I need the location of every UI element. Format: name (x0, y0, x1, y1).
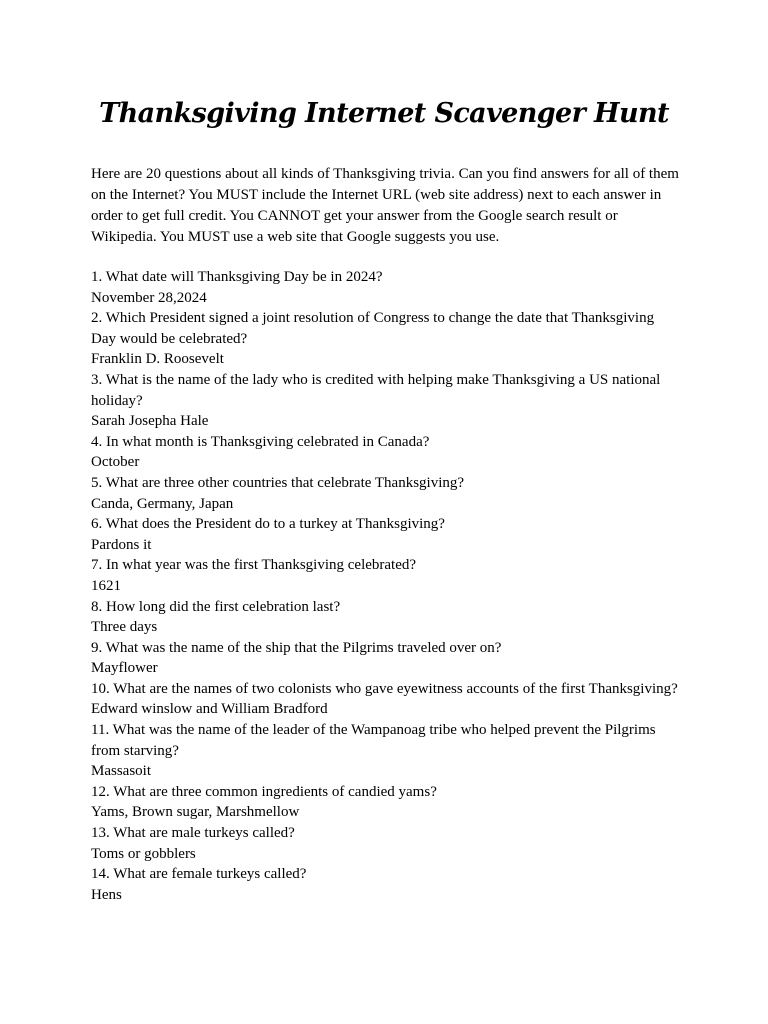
answer-text: Three days (91, 619, 158, 636)
intro-paragraph: Here are 20 questions about all kinds of Thanksgiving trivia. Can you find answers for all of them on the Internet? You MUST include the Internet URL (web site address) next to each answer in order to get full credit. You CANNOT get your answer from the Google search result or Wikipedia. You MUST use a web site that Google suggests you use. (91, 166, 679, 245)
answer-text: Mayflower (91, 660, 158, 677)
answer-text: Pardons it (91, 536, 152, 553)
question-text: 4. In what month is Thanksgiving celebrated in Canada? (91, 433, 430, 450)
answer-text: October (91, 454, 140, 471)
answer-text: Massasoit (91, 763, 151, 780)
question-text: 11. What was the name of the leader of the Wampanoag tribe who helped prevent the Pilgrims from starving? (91, 722, 656, 759)
question-text: 9. What was the name of the ship that the Pilgrims traveled over on? (91, 639, 502, 656)
answer-text: Franklin D. Roosevelt (91, 351, 224, 368)
question-text: 10. What are the names of two colonists who gave eyewitness accounts of the first Thanksgiving? (91, 680, 678, 697)
question-text: 8. How long did the first celebration last? (91, 598, 341, 615)
document-title: Thanksgiving Internet Scavenger Hunt (99, 98, 669, 129)
answer-text: Sarah Josepha Hale (91, 413, 209, 430)
answer-text: November 28,2024 (91, 289, 207, 306)
answer-text: Hens (91, 886, 122, 903)
question-text: 14. What are female turkeys called? (91, 866, 307, 883)
question-text: 7. In what year was the first Thanksgiving celebrated? (91, 557, 417, 574)
answer-text: Edward winslow and William Bradford (91, 701, 328, 718)
question-list (91, 267, 681, 905)
question-text: 12. What are three common ingredients of candied yams? (91, 783, 437, 800)
question-text: 5. What are three other countries that celebrate Thanksgiving? (91, 474, 465, 491)
answer-text: Yams, Brown sugar, Marshmellow (91, 804, 300, 821)
question-text: 6. What does the President do to a turkey at Thanksgiving? (91, 516, 445, 533)
answer-text: Canda, Germany, Japan (91, 495, 234, 512)
question-text: 13. What are male turkeys called? (91, 825, 295, 842)
question-text: 1. What date will Thanksgiving Day be in 2024? (91, 269, 383, 285)
question-text: 3. What is the name of the lady who is credited with helping make Thanksgiving a US national holiday? (91, 371, 661, 409)
answer-text: Toms or gobblers (91, 845, 196, 862)
answer-text: 1621 (91, 577, 121, 594)
question-text: 2. Which President signed a joint resolution of Congress to change the date that Thanksgiving Day would be celebrated? (91, 310, 655, 347)
